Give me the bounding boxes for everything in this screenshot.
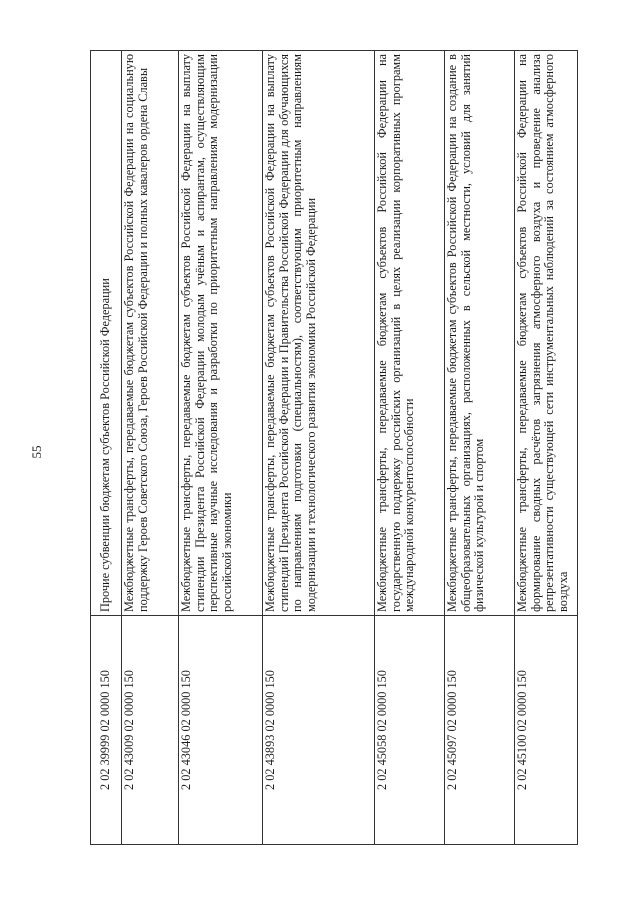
description-cell: Межбюджетные трансферты, передаваемые бюджетам субъектов Российской Федерации на выплату стипендии Президента Российской Федерации молодым учёным и аспирантам, осуществляющим перспективные научные исследования и разработки по приоритетным направлениям модернизации российской экономики [179,51,263,616]
table-row [515,51,578,845]
table-row [263,51,375,845]
budget-code-cell: 2 02 45100 02 0000 150 [515,616,578,845]
description-cell: Межбюджетные трансферты, передаваемые бюджетам субъектов Российской Федерации на государственную поддержку российских организаций в целях реализации корпоративных программ международной конкурентоспособности [375,51,445,616]
budget-code-cell: 2 02 45058 02 0000 150 [375,616,445,845]
table-row [445,51,515,845]
revenue-codes-table [90,50,578,845]
table-row [122,51,179,845]
description-cell: Межбюджетные трансферты, передаваемые бюджетам субъектов Российской Федерации на социальную поддержку Героев Советского Союза, Героев Российской Федерации и полных кавалеров ордена Славы [122,51,179,616]
description-cell: Межбюджетные трансферты, передаваемые бюджетам субъектов Российской Федерации на формирование сводных расчётов загрязнения атмосферного воздуха и проведение анализа репрезентативности существующей сети инструментальных наблюдений за состоянием атмосферного воздуха [515,51,578,616]
description-cell: Прочие субвенции бюджетам субъектов Российской Федерации [91,51,122,616]
budget-code-cell: 2 02 43046 02 0000 150 [179,616,263,845]
budget-code-cell: 2 02 43009 02 0000 150 [122,616,179,845]
table-row [375,51,445,845]
page-number: 55 [29,445,44,459]
description-cell: Межбюджетные трансферты, передаваемые бюджетам субъектов Российской Федерации на создание в общеобразовательных организациях, расположенных в сельской местности, условий для занятий физической культурой и спортом [445,51,515,616]
revenue-codes-table-container [90,51,577,845]
table-row [179,51,263,845]
budget-code-cell: 2 02 39999 02 0000 150 [91,616,122,845]
description-cell: Межбюджетные трансферты, передаваемые бюджетам субъектов Российской Федерации на выплату стипендий Президента Российской Федерации и Правительства Российской Федерации для обучающихся по направлениям подготовки (специальностям), соответствующим приоритетным направлениям модернизации и технологического развития экономики Российской Федерации [263,51,375,616]
table-row [91,51,122,845]
budget-code-cell: 2 02 43893 02 0000 150 [263,616,375,845]
budget-code-cell: 2 02 45097 02 0000 150 [445,616,515,845]
